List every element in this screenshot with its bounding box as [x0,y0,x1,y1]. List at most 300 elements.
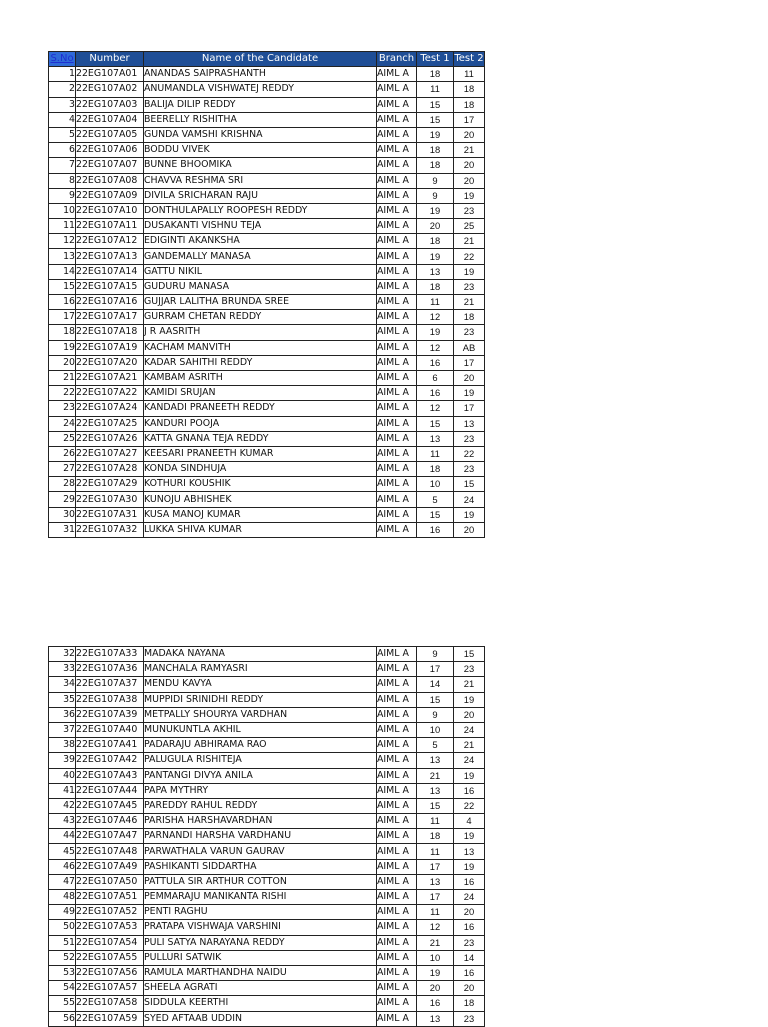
cell-test2[interactable]: AB [454,340,485,355]
cell-sno[interactable]: 34 [49,677,76,692]
cell-test1[interactable]: 11 [417,814,454,829]
cell-sno[interactable]: 35 [49,692,76,707]
cell-test2[interactable]: 15 [454,477,485,492]
cell-test2[interactable]: 13 [454,844,485,859]
cell-number[interactable]: 22EG107A11 [76,219,144,234]
cell-sno[interactable]: 47 [49,874,76,889]
cell-test1[interactable]: 11 [417,905,454,920]
cell-test2[interactable]: 16 [454,783,485,798]
header-number[interactable]: Number [76,52,144,67]
cell-test1[interactable]: 19 [417,249,454,264]
cell-branch[interactable]: AIML A [377,692,417,707]
cell-test2[interactable]: 18 [454,82,485,97]
cell-number[interactable]: 22EG107A54 [76,935,144,950]
cell-branch[interactable]: AIML A [377,340,417,355]
cell-test1[interactable]: 12 [417,401,454,416]
cell-test1[interactable]: 18 [417,279,454,294]
cell-number[interactable]: 22EG107A36 [76,662,144,677]
cell-name[interactable]: KUSA MANOJ KUMAR [144,507,377,522]
cell-sno[interactable]: 36 [49,707,76,722]
cell-branch[interactable]: AIML A [377,219,417,234]
cell-test2[interactable]: 20 [454,522,485,537]
cell-sno[interactable]: 4 [49,112,76,127]
cell-name[interactable]: SHEELA AGRATI [144,981,377,996]
cell-name[interactable]: PANTANGI DIVYA ANILA [144,768,377,783]
cell-number[interactable]: 22EG107A40 [76,722,144,737]
cell-name[interactable]: PASHIKANTI SIDDARTHA [144,859,377,874]
cell-sno[interactable]: 1 [49,67,76,82]
cell-test2[interactable]: 20 [454,707,485,722]
cell-branch[interactable]: AIML A [377,677,417,692]
cell-test1[interactable]: 19 [417,965,454,980]
cell-test1[interactable]: 11 [417,446,454,461]
cell-sno[interactable]: 14 [49,264,76,279]
cell-name[interactable]: PAPA MYTHRY [144,783,377,798]
cell-test2[interactable]: 23 [454,662,485,677]
cell-test1[interactable]: 21 [417,768,454,783]
cell-branch[interactable]: AIML A [377,355,417,370]
cell-sno[interactable]: 45 [49,844,76,859]
cell-test1[interactable]: 5 [417,492,454,507]
cell-sno[interactable]: 8 [49,173,76,188]
cell-branch[interactable]: AIML A [377,874,417,889]
cell-branch[interactable]: AIML A [377,295,417,310]
cell-test2[interactable]: 21 [454,234,485,249]
cell-name[interactable]: KATTA GNANA TEJA REDDY [144,431,377,446]
cell-sno[interactable]: 42 [49,798,76,813]
cell-test1[interactable]: 11 [417,82,454,97]
cell-sno[interactable]: 26 [49,446,76,461]
cell-test2[interactable]: 19 [454,768,485,783]
cell-number[interactable]: 22EG107A01 [76,67,144,82]
cell-test1[interactable]: 19 [417,127,454,142]
cell-number[interactable]: 22EG107A26 [76,431,144,446]
cell-sno[interactable]: 37 [49,722,76,737]
cell-name[interactable]: MADAKA NAYANA [144,647,377,662]
cell-sno[interactable]: 48 [49,890,76,905]
cell-test1[interactable]: 16 [417,355,454,370]
cell-name[interactable]: KONDA SINDHUJA [144,462,377,477]
cell-branch[interactable]: AIML A [377,431,417,446]
cell-test1[interactable]: 16 [417,996,454,1011]
cell-number[interactable]: 22EG107A28 [76,462,144,477]
cell-test1[interactable]: 13 [417,1011,454,1026]
cell-branch[interactable]: AIML A [377,67,417,82]
cell-branch[interactable]: AIML A [377,996,417,1011]
cell-test2[interactable]: 20 [454,905,485,920]
cell-sno[interactable]: 46 [49,859,76,874]
cell-test2[interactable]: 14 [454,950,485,965]
cell-branch[interactable]: AIML A [377,783,417,798]
cell-branch[interactable]: AIML A [377,905,417,920]
cell-name[interactable]: KANDADI PRANEETH REDDY [144,401,377,416]
cell-test2[interactable]: 21 [454,738,485,753]
cell-number[interactable]: 22EG107A51 [76,890,144,905]
cell-name[interactable]: MENDU KAVYA [144,677,377,692]
cell-test2[interactable]: 19 [454,264,485,279]
cell-name[interactable]: PARISHA HARSHAVARDHAN [144,814,377,829]
cell-test2[interactable]: 21 [454,143,485,158]
cell-sno[interactable]: 7 [49,158,76,173]
cell-branch[interactable]: AIML A [377,738,417,753]
cell-test1[interactable]: 17 [417,662,454,677]
cell-name[interactable]: PARNANDI HARSHA VARDHANU [144,829,377,844]
cell-number[interactable]: 22EG107A39 [76,707,144,722]
cell-number[interactable]: 22EG107A13 [76,249,144,264]
cell-sno[interactable]: 24 [49,416,76,431]
cell-test2[interactable]: 20 [454,158,485,173]
cell-test1[interactable]: 13 [417,753,454,768]
cell-number[interactable]: 22EG107A33 [76,647,144,662]
cell-name[interactable]: PARWATHALA VARUN GAURAV [144,844,377,859]
cell-branch[interactable]: AIML A [377,1011,417,1026]
cell-number[interactable]: 22EG107A18 [76,325,144,340]
cell-test1[interactable]: 16 [417,522,454,537]
cell-test2[interactable]: 20 [454,370,485,385]
cell-test1[interactable]: 14 [417,677,454,692]
cell-test2[interactable]: 24 [454,722,485,737]
cell-test2[interactable]: 25 [454,219,485,234]
cell-name[interactable]: BEERELLY RISHITHA [144,112,377,127]
cell-number[interactable]: 22EG107A04 [76,112,144,127]
cell-number[interactable]: 22EG107A06 [76,143,144,158]
cell-name[interactable]: DONTHULAPALLY ROOPESH REDDY [144,203,377,218]
cell-branch[interactable]: AIML A [377,158,417,173]
cell-test2[interactable]: 19 [454,386,485,401]
cell-test2[interactable]: 17 [454,355,485,370]
cell-name[interactable]: GUDURU MANASA [144,279,377,294]
cell-sno[interactable]: 56 [49,1011,76,1026]
cell-sno[interactable]: 55 [49,996,76,1011]
cell-branch[interactable]: AIML A [377,173,417,188]
cell-test1[interactable]: 15 [417,798,454,813]
cell-sno[interactable]: 33 [49,662,76,677]
cell-test1[interactable]: 18 [417,143,454,158]
cell-number[interactable]: 22EG107A10 [76,203,144,218]
cell-number[interactable]: 22EG107A49 [76,859,144,874]
cell-number[interactable]: 22EG107A55 [76,950,144,965]
cell-number[interactable]: 22EG107A59 [76,1011,144,1026]
cell-test2[interactable]: 18 [454,97,485,112]
cell-test1[interactable]: 20 [417,981,454,996]
cell-number[interactable]: 22EG107A29 [76,477,144,492]
cell-sno[interactable]: 52 [49,950,76,965]
cell-number[interactable]: 22EG107A50 [76,874,144,889]
cell-test1[interactable]: 13 [417,874,454,889]
cell-test2[interactable]: 20 [454,173,485,188]
cell-branch[interactable]: AIML A [377,647,417,662]
cell-number[interactable]: 22EG107A24 [76,401,144,416]
cell-number[interactable]: 22EG107A21 [76,370,144,385]
cell-name[interactable]: PATTULA SIR ARTHUR COTTON [144,874,377,889]
cell-name[interactable]: KEESARI PRANEETH KUMAR [144,446,377,461]
cell-test1[interactable]: 18 [417,462,454,477]
cell-test2[interactable]: 24 [454,890,485,905]
cell-name[interactable]: BODDU VIVEK [144,143,377,158]
cell-branch[interactable]: AIML A [377,965,417,980]
cell-sno[interactable]: 20 [49,355,76,370]
cell-name[interactable]: GURRAM CHETAN REDDY [144,310,377,325]
cell-branch[interactable]: AIML A [377,310,417,325]
cell-branch[interactable]: AIML A [377,264,417,279]
cell-sno[interactable]: 43 [49,814,76,829]
cell-branch[interactable]: AIML A [377,662,417,677]
cell-name[interactable]: KADAR SAHITHI REDDY [144,355,377,370]
cell-test1[interactable]: 13 [417,783,454,798]
cell-test2[interactable]: 21 [454,677,485,692]
cell-test2[interactable]: 19 [454,829,485,844]
cell-name[interactable]: KUNOJU ABHISHEK [144,492,377,507]
cell-test1[interactable]: 20 [417,219,454,234]
cell-name[interactable]: KAMIDI SRUJAN [144,386,377,401]
cell-sno[interactable]: 38 [49,738,76,753]
cell-name[interactable]: KANDURI POOJA [144,416,377,431]
cell-branch[interactable]: AIML A [377,814,417,829]
cell-test1[interactable]: 12 [417,310,454,325]
cell-test1[interactable]: 13 [417,431,454,446]
cell-test2[interactable]: 11 [454,67,485,82]
cell-name[interactable]: KACHAM MANVITH [144,340,377,355]
cell-test2[interactable]: 19 [454,507,485,522]
cell-sno[interactable]: 31 [49,522,76,537]
cell-branch[interactable]: AIML A [377,753,417,768]
cell-test2[interactable]: 24 [454,492,485,507]
cell-name[interactable]: PADARAJU ABHIRAMA RAO [144,738,377,753]
cell-number[interactable]: 22EG107A58 [76,996,144,1011]
cell-sno[interactable]: 22 [49,386,76,401]
cell-test1[interactable]: 9 [417,707,454,722]
cell-branch[interactable]: AIML A [377,370,417,385]
cell-branch[interactable]: AIML A [377,416,417,431]
cell-number[interactable]: 22EG107A41 [76,738,144,753]
cell-name[interactable]: PALUGULA RISHITEJA [144,753,377,768]
cell-number[interactable]: 22EG107A15 [76,279,144,294]
cell-test2[interactable]: 23 [454,1011,485,1026]
cell-name[interactable]: KOTHURI KOUSHIK [144,477,377,492]
cell-branch[interactable]: AIML A [377,492,417,507]
cell-test2[interactable]: 22 [454,249,485,264]
cell-branch[interactable]: AIML A [377,722,417,737]
cell-name[interactable]: MUPPIDI SRINIDHI REDDY [144,692,377,707]
cell-test1[interactable]: 19 [417,325,454,340]
cell-sno[interactable]: 25 [49,431,76,446]
cell-test1[interactable]: 15 [417,507,454,522]
cell-number[interactable]: 22EG107A07 [76,158,144,173]
cell-name[interactable]: ANUMANDLA VISHWATEJ REDDY [144,82,377,97]
cell-number[interactable]: 22EG107A53 [76,920,144,935]
cell-number[interactable]: 22EG107A32 [76,522,144,537]
cell-test1[interactable]: 11 [417,295,454,310]
cell-name[interactable]: PULI SATYA NARAYANA REDDY [144,935,377,950]
cell-name[interactable]: PULLURI SATWIK [144,950,377,965]
cell-name[interactable]: PEMMARAJU MANIKANTA RISHI [144,890,377,905]
cell-branch[interactable]: AIML A [377,401,417,416]
cell-name[interactable]: PAREDDY RAHUL REDDY [144,798,377,813]
cell-branch[interactable]: AIML A [377,112,417,127]
cell-number[interactable]: 22EG107A27 [76,446,144,461]
cell-test1[interactable]: 17 [417,890,454,905]
cell-branch[interactable]: AIML A [377,707,417,722]
cell-sno[interactable]: 39 [49,753,76,768]
cell-test1[interactable]: 6 [417,370,454,385]
cell-branch[interactable]: AIML A [377,188,417,203]
cell-sno[interactable]: 11 [49,219,76,234]
cell-sno[interactable]: 40 [49,768,76,783]
cell-number[interactable]: 22EG107A56 [76,965,144,980]
cell-name[interactable]: KAMBAM ASRITH [144,370,377,385]
cell-number[interactable]: 22EG107A44 [76,783,144,798]
cell-test1[interactable]: 5 [417,738,454,753]
cell-name[interactable]: BALIJA DILIP REDDY [144,97,377,112]
cell-test2[interactable]: 17 [454,401,485,416]
cell-test2[interactable]: 23 [454,279,485,294]
cell-number[interactable]: 22EG107A03 [76,97,144,112]
cell-test2[interactable]: 17 [454,112,485,127]
cell-test1[interactable]: 18 [417,158,454,173]
cell-test2[interactable]: 18 [454,996,485,1011]
cell-sno[interactable]: 21 [49,370,76,385]
cell-test1[interactable]: 21 [417,935,454,950]
cell-sno[interactable]: 10 [49,203,76,218]
cell-test1[interactable]: 18 [417,234,454,249]
cell-branch[interactable]: AIML A [377,522,417,537]
cell-number[interactable]: 22EG107A38 [76,692,144,707]
cell-test2[interactable]: 18 [454,310,485,325]
cell-number[interactable]: 22EG107A31 [76,507,144,522]
cell-sno[interactable]: 51 [49,935,76,950]
cell-sno[interactable]: 50 [49,920,76,935]
cell-sno[interactable]: 19 [49,340,76,355]
cell-sno[interactable]: 44 [49,829,76,844]
cell-branch[interactable]: AIML A [377,859,417,874]
cell-name[interactable]: SIDDULA KEERTHI [144,996,377,1011]
cell-name[interactable]: RAMULA MARTHANDHA NAIDU [144,965,377,980]
cell-sno[interactable]: 32 [49,647,76,662]
cell-test1[interactable]: 16 [417,386,454,401]
cell-number[interactable]: 22EG107A16 [76,295,144,310]
cell-test1[interactable]: 15 [417,112,454,127]
cell-branch[interactable]: AIML A [377,249,417,264]
cell-name[interactable]: METPALLY SHOURYA VARDHAN [144,707,377,722]
cell-name[interactable]: DUSAKANTI VISHNU TEJA [144,219,377,234]
cell-name[interactable]: MANCHALA RAMYASRI [144,662,377,677]
cell-sno[interactable]: 49 [49,905,76,920]
cell-test2[interactable]: 15 [454,647,485,662]
cell-name[interactable]: GUNDA VAMSHI KRISHNA [144,127,377,142]
cell-name[interactable]: GUJJAR LALITHA BRUNDA SREE [144,295,377,310]
cell-test1[interactable]: 9 [417,647,454,662]
cell-test2[interactable]: 22 [454,446,485,461]
header-sno[interactable]: S.No [49,52,76,67]
cell-sno[interactable]: 53 [49,965,76,980]
cell-name[interactable]: GANDEMALLY MANASA [144,249,377,264]
cell-test1[interactable]: 12 [417,340,454,355]
cell-test2[interactable]: 24 [454,753,485,768]
cell-number[interactable]: 22EG107A12 [76,234,144,249]
cell-number[interactable]: 22EG107A30 [76,492,144,507]
cell-test1[interactable]: 17 [417,859,454,874]
header-name[interactable]: Name of the Candidate [144,52,377,67]
cell-test1[interactable]: 15 [417,416,454,431]
header-branch[interactable]: Branch [377,52,417,67]
cell-branch[interactable]: AIML A [377,462,417,477]
cell-test2[interactable]: 21 [454,295,485,310]
cell-test2[interactable]: 23 [454,462,485,477]
cell-number[interactable]: 22EG107A08 [76,173,144,188]
cell-test1[interactable]: 9 [417,188,454,203]
cell-test1[interactable]: 15 [417,692,454,707]
cell-test1[interactable]: 9 [417,173,454,188]
cell-test2[interactable]: 20 [454,127,485,142]
cell-sno[interactable]: 5 [49,127,76,142]
cell-test1[interactable]: 11 [417,844,454,859]
cell-test2[interactable]: 16 [454,920,485,935]
cell-name[interactable]: SYED AFTAAB UDDIN [144,1011,377,1026]
cell-number[interactable]: 22EG107A42 [76,753,144,768]
cell-name[interactable]: LUKKA SHIVA KUMAR [144,522,377,537]
cell-test2[interactable]: 23 [454,935,485,950]
cell-test1[interactable]: 10 [417,950,454,965]
cell-number[interactable]: 22EG107A19 [76,340,144,355]
cell-sno[interactable]: 16 [49,295,76,310]
cell-branch[interactable]: AIML A [377,798,417,813]
cell-sno[interactable]: 23 [49,401,76,416]
cell-branch[interactable]: AIML A [377,386,417,401]
cell-number[interactable]: 22EG107A25 [76,416,144,431]
cell-sno[interactable]: 2 [49,82,76,97]
cell-branch[interactable]: AIML A [377,950,417,965]
cell-number[interactable]: 22EG107A05 [76,127,144,142]
cell-sno[interactable]: 9 [49,188,76,203]
cell-test2[interactable]: 4 [454,814,485,829]
cell-branch[interactable]: AIML A [377,97,417,112]
cell-sno[interactable]: 27 [49,462,76,477]
cell-number[interactable]: 22EG107A48 [76,844,144,859]
cell-name[interactable]: PENTI RAGHU [144,905,377,920]
cell-test1[interactable]: 13 [417,264,454,279]
cell-sno[interactable]: 17 [49,310,76,325]
cell-test1[interactable]: 10 [417,722,454,737]
cell-test2[interactable]: 23 [454,325,485,340]
cell-sno[interactable]: 30 [49,507,76,522]
cell-test2[interactable]: 23 [454,203,485,218]
cell-name[interactable]: EDIGINTI AKANKSHA [144,234,377,249]
cell-branch[interactable]: AIML A [377,920,417,935]
header-test1[interactable]: Test 1 [417,52,454,67]
cell-sno[interactable]: 12 [49,234,76,249]
cell-name[interactable]: J R AASRITH [144,325,377,340]
cell-test2[interactable]: 16 [454,965,485,980]
cell-test2[interactable]: 16 [454,874,485,889]
cell-branch[interactable]: AIML A [377,279,417,294]
cell-sno[interactable]: 15 [49,279,76,294]
cell-test2[interactable]: 19 [454,692,485,707]
cell-sno[interactable]: 54 [49,981,76,996]
cell-number[interactable]: 22EG107A22 [76,386,144,401]
cell-number[interactable]: 22EG107A14 [76,264,144,279]
cell-branch[interactable]: AIML A [377,325,417,340]
cell-branch[interactable]: AIML A [377,829,417,844]
cell-sno[interactable]: 29 [49,492,76,507]
cell-test1[interactable]: 10 [417,477,454,492]
cell-test1[interactable]: 18 [417,829,454,844]
cell-test2[interactable]: 20 [454,981,485,996]
cell-branch[interactable]: AIML A [377,234,417,249]
cell-sno[interactable]: 13 [49,249,76,264]
cell-number[interactable]: 22EG107A37 [76,677,144,692]
cell-test1[interactable]: 15 [417,97,454,112]
cell-branch[interactable]: AIML A [377,203,417,218]
